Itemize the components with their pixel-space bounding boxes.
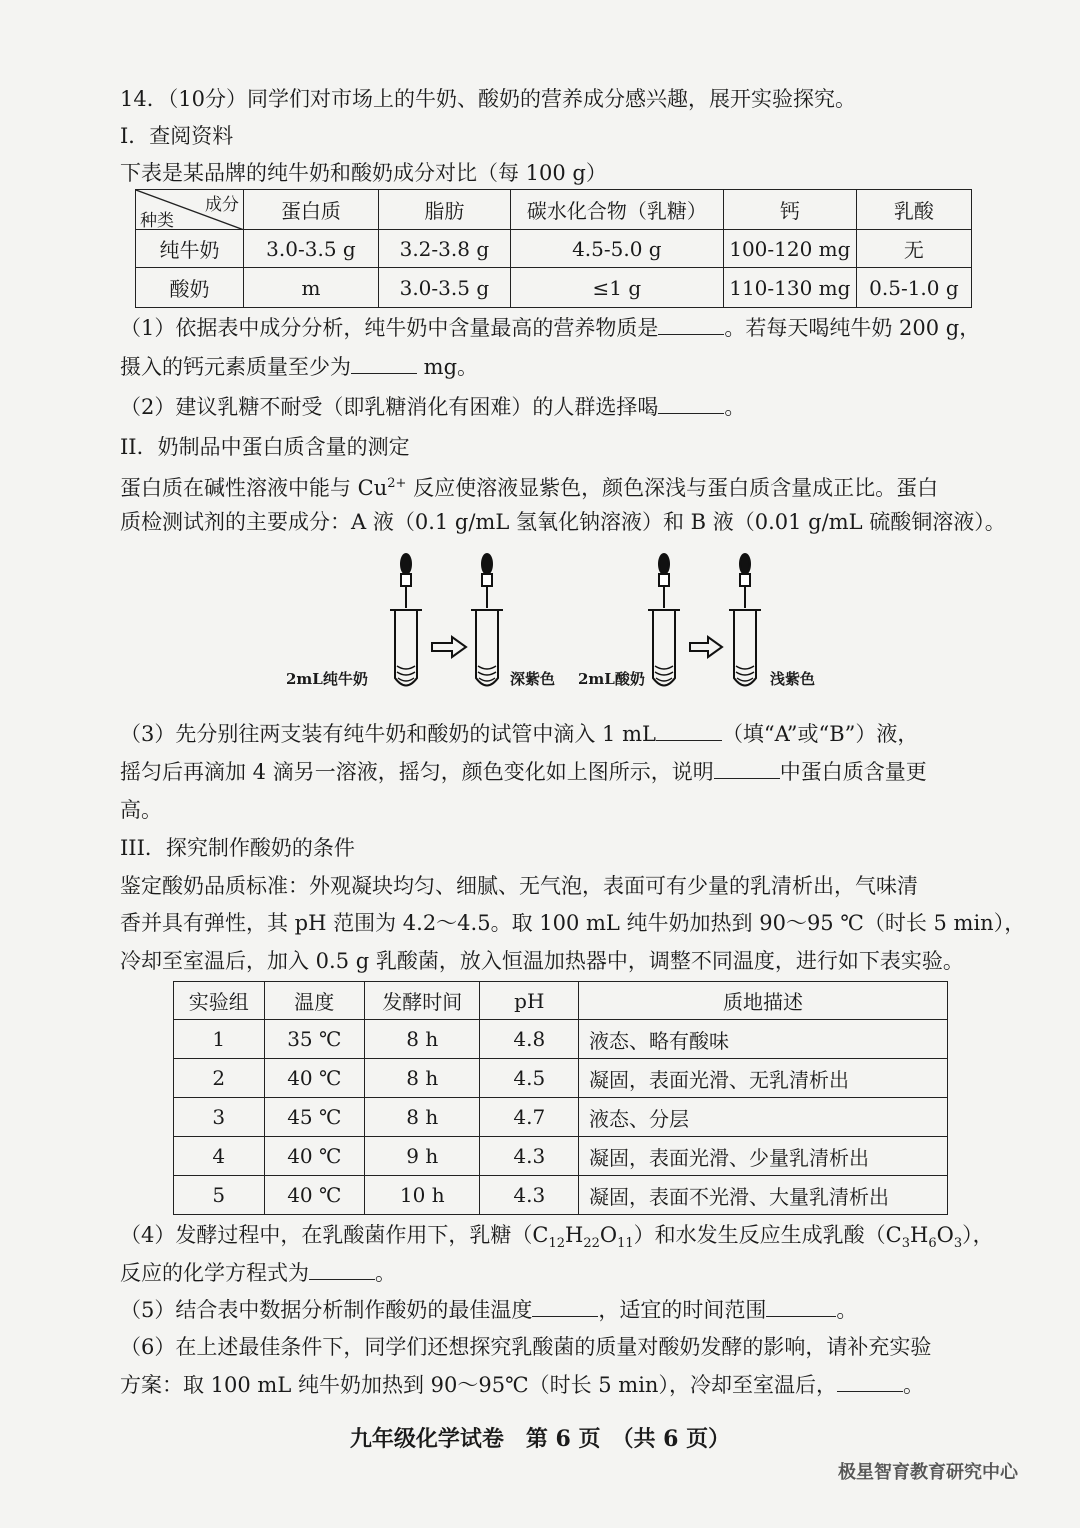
experiment-table <box>173 981 948 1215</box>
paragraph-3-line-2: 香并具有弹性，其 pH 范围为 4.2～4.5。取 100 mL 纯牛奶加热到 90～95 ℃（时长 5 min）， <box>120 911 1026 935</box>
table-cell: 4.7 <box>480 1098 579 1137</box>
table-cell: 无 <box>856 230 971 268</box>
answer-blank <box>532 1296 598 1317</box>
table-cell: 4.5-5.0 g <box>510 230 723 268</box>
table-row <box>174 1176 948 1215</box>
table-corner-cell <box>136 190 244 230</box>
question-2: （2）建议乳糖不耐受（即乳糖消化有困难）的人群选择喝 。 <box>120 395 746 419</box>
table-cell: 4.5 <box>480 1059 579 1098</box>
col-header: 碳水化合物（乳糖） <box>510 190 723 230</box>
table-row <box>136 268 972 308</box>
paragraph-2-line-2: 质检测试剂的主要成分：A 液（0.1 g/mL 氢氧化钠溶液）和 B 液（0.01 g/mL 硫酸铜溶液）。 <box>120 510 1006 534</box>
table-cell: 液态、略有酸味 <box>579 1020 948 1059</box>
answer-blank <box>351 353 417 374</box>
question-1-line-2: 摄入的钙元素质量至少为 mg。 <box>120 355 479 379</box>
dropper-1 <box>401 554 411 608</box>
table-cell: 5 <box>174 1176 265 1215</box>
table-cell: 液态、分层 <box>579 1098 948 1137</box>
table-row <box>174 1020 948 1059</box>
table-cell: 凝固，表面光滑、少量乳清析出 <box>579 1137 948 1176</box>
label-light-purple: 浅紫色 <box>770 670 816 688</box>
table-cell: 4.3 <box>480 1137 579 1176</box>
col-header: 实验组 <box>174 982 265 1020</box>
answer-blank <box>714 758 780 779</box>
question-5: （5）结合表中数据分析制作酸奶的最佳温度 ，适宜的时间范围 。 <box>120 1298 858 1322</box>
arrow-right-icon <box>432 637 466 657</box>
tube-4 <box>729 610 761 686</box>
table-cell: 0.5-1.0 g <box>856 268 971 308</box>
paragraph-2-line-1: 蛋白质在碱性溶液中能与 $Cu^{2+}$ 反应使溶液显紫色，颜色深浅与蛋白质含量成正比。蛋白 <box>120 476 939 500</box>
question-3-line-1: （3）先分别往两支装有纯牛奶和酸奶的试管中滴入 1 mL （填“A”或“B”）液， <box>120 722 919 746</box>
col-header: 乳酸 <box>856 190 971 230</box>
tube-3 <box>648 610 680 686</box>
answer-blank <box>837 1371 903 1392</box>
table-row <box>174 1098 948 1137</box>
table-cell: 100-120 mg <box>723 230 856 268</box>
table-cell: 3.0-3.5 g <box>378 268 510 308</box>
table-cell: 40 ℃ <box>264 1059 365 1098</box>
table-cell: 35 ℃ <box>264 1020 365 1059</box>
row-header: 纯牛奶 <box>136 230 244 268</box>
table-cell: m <box>244 268 379 308</box>
page-footer: 九年级化学试卷 第 6 页 （共 6 页） <box>349 1426 731 1452</box>
question-4-line-2: 反应的化学方程式为 。 <box>120 1261 396 1285</box>
dropper-4 <box>740 554 750 608</box>
table-cell: 40 ℃ <box>264 1137 365 1176</box>
table-row <box>174 1137 948 1176</box>
table-cell: 45 ℃ <box>264 1098 365 1137</box>
table-row <box>174 1059 948 1098</box>
col-header: 钙 <box>723 190 856 230</box>
col-header: 蛋白质 <box>244 190 379 230</box>
question-6-line-2: 方案：取 100 mL 纯牛奶加热到 90～95℃（时长 5 min），冷却至室温后， 。 <box>120 1373 924 1397</box>
table-cell: 40 ℃ <box>264 1176 365 1215</box>
table-1-caption: 下表是某品牌的纯牛奶和酸奶成分对比（每 100 g） <box>120 161 607 185</box>
answer-blank <box>656 720 722 741</box>
table-cell: 凝固，表面光滑、无乳清析出 <box>579 1059 948 1098</box>
table-cell: 3.0-3.5 g <box>244 230 379 268</box>
table-cell: 8 h <box>365 1059 480 1098</box>
question-header: 14．（10分）同学们对市场上的牛奶、酸奶的营养成分感兴趣，展开实验探究。 <box>120 87 856 111</box>
tube-1 <box>390 610 422 686</box>
dropper-2 <box>482 554 492 608</box>
table-cell: 4.8 <box>480 1020 579 1059</box>
col-header: 发酵时间 <box>365 982 480 1020</box>
table-cell: 10 h <box>365 1176 480 1215</box>
paragraph-3-line-3: 冷却至室温后，加入 0.5 g 乳酸菌，放入恒温加热器中，调整不同温度，进行如下表实验。 <box>120 949 964 973</box>
col-header: 脂肪 <box>378 190 510 230</box>
table-cell: 1 <box>174 1020 265 1059</box>
answer-blank <box>658 314 724 335</box>
section-3-title: III．探究制作酸奶的条件 <box>120 836 355 860</box>
table-cell: 4 <box>174 1137 265 1176</box>
col-header: 质地描述 <box>579 982 948 1020</box>
question-4-line-1: （4）发酵过程中，在乳酸菌作用下，乳糖$(C_{12}H_{22}O_{11})$和水发生反应生成乳酸$(C_3H_6O_3)$， <box>120 1223 994 1252</box>
col-header: pH <box>480 982 579 1020</box>
question-3-line-2: 摇匀后再滴加 4 滴另一溶液，摇匀，颜色变化如上图所示，说明 中蛋白质含量更 <box>120 760 927 784</box>
question-1-line-1: （1）依据表中成分分析，纯牛奶中含量最高的营养物质是 。若每天喝纯牛奶 200 g， <box>120 316 981 340</box>
table-cell: 8 h <box>365 1020 480 1059</box>
answer-blank <box>309 1259 375 1280</box>
paragraph-3-line-1: 鉴定酸奶品质标准：外观凝块均匀、细腻、无气泡，表面可有少量的乳清析出，气味清 <box>120 874 918 898</box>
table-cell: 3.2-3.8 g <box>378 230 510 268</box>
nutrition-table <box>135 189 972 308</box>
answer-blank <box>766 1296 836 1317</box>
table-cell: 4.3 <box>480 1176 579 1215</box>
table-row <box>136 230 972 268</box>
corner-top-label: 成分 <box>205 195 239 215</box>
question-6-line-1: （6）在上述最佳条件下，同学们还想探究乳酸菌的质量对酸奶发酵的影响，请补充实验 <box>120 1335 932 1359</box>
watermark: 极星智育教育研究中心 <box>838 1462 1018 1483</box>
corner-bottom-label: 种类 <box>140 211 174 230</box>
table-cell: 8 h <box>365 1098 480 1137</box>
arrow-right-icon <box>690 637 722 657</box>
section-2-title: II．奶制品中蛋白质含量的测定 <box>120 435 410 459</box>
section-1-title: I．查阅资料 <box>120 124 234 148</box>
table-cell: 110-130 mg <box>723 268 856 308</box>
table-cell: 3 <box>174 1098 265 1137</box>
row-header: 酸奶 <box>136 268 244 308</box>
tube-2 <box>471 610 503 686</box>
table-cell: 凝固，表面不光滑、大量乳清析出 <box>579 1176 948 1215</box>
dropper-3 <box>659 554 669 608</box>
table-cell: 2 <box>174 1059 265 1098</box>
label-yogurt: 2mL酸奶 <box>578 670 645 688</box>
answer-blank <box>658 393 724 414</box>
table-cell: 9 h <box>365 1137 480 1176</box>
col-header: 温度 <box>264 982 365 1020</box>
table-cell: ≤1 g <box>510 268 723 308</box>
question-3-line-3: 高。 <box>120 798 162 822</box>
label-milk: 2mL纯牛奶 <box>286 670 368 688</box>
label-deep-purple: 深紫色 <box>510 670 556 688</box>
